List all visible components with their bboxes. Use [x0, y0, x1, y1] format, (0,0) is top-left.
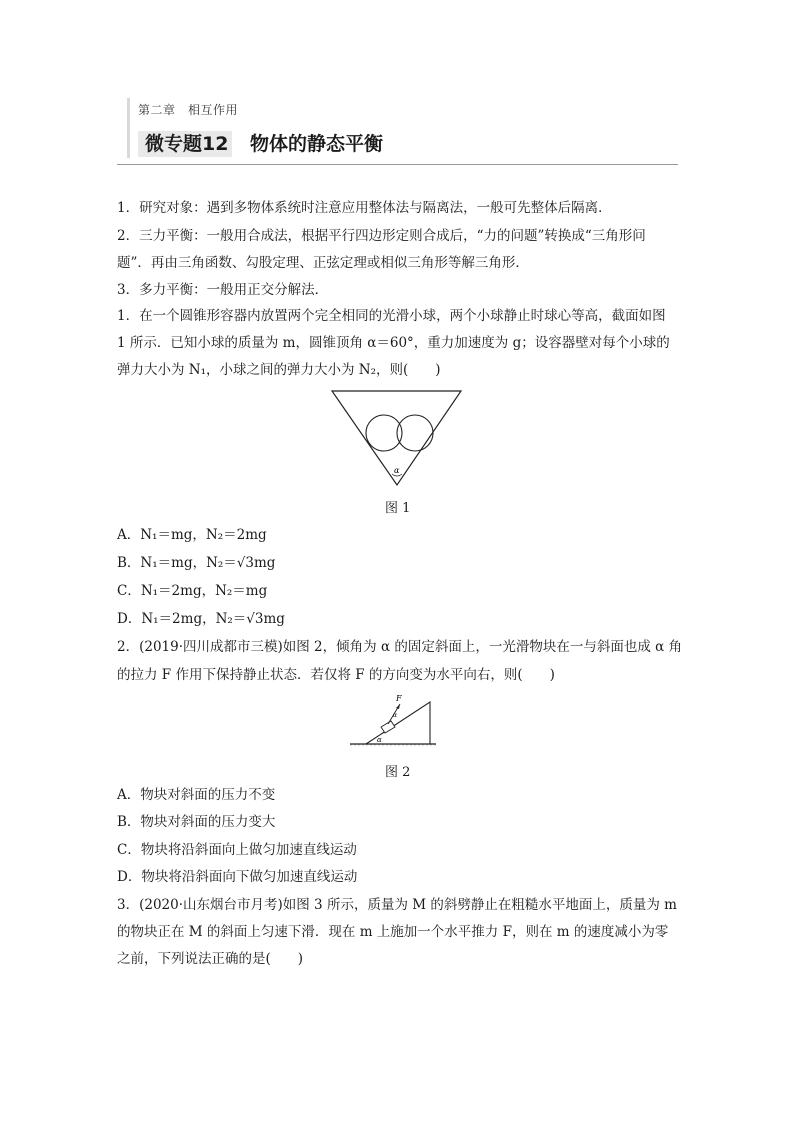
force-label: F: [396, 694, 402, 703]
question-2-option-d: D．物块将沿斜面向下做匀加速直线运动: [117, 869, 358, 885]
block: [381, 721, 395, 733]
question-3-line-3: 之前，下列说法正确的是( ): [117, 951, 304, 967]
question-2-option-c: C．物块将沿斜面向上做匀加速直线运动: [117, 842, 357, 858]
page-title: 物体的静态平衡: [250, 133, 384, 155]
question-2-line-1: 2．(2019·四川成都市三模)如图 2，倾角为 α 的固定斜面上，一光滑物块在一与斜面也成 α 角: [117, 639, 683, 655]
force-arrow-head: [396, 704, 400, 709]
question-1-option-c: C．N₁＝2mg，N₂＝mg: [117, 583, 268, 599]
question-2-option-a: A．物块对斜面的压力不变: [117, 787, 276, 803]
intro-paragraph-1: 1．研究对象：遇到多物体系统时注意应用整体法与隔离法，一般可先整体后隔离．: [117, 200, 612, 216]
figure-1-caption: 图 1: [385, 501, 411, 516]
question-1-line-2: 1 所示．已知小球的质量为 m，圆锥顶角 α＝60°，重力加速度为 g；设容器壁对每个小球的: [117, 335, 670, 351]
apex-angle-label: α: [394, 466, 400, 475]
incline-angle-label: α: [377, 736, 382, 744]
intro-paragraph-3: 3．多力平衡：一般用正交分解法．: [117, 282, 329, 298]
question-3-line-2: 的物块正在 M 的斜面上匀速下滑．现在 m 上施加一个水平推力 F，则在 m 的速度减小为零: [117, 924, 669, 940]
question-1-option-b: B．N₁＝mg，N₂＝√3mg: [117, 555, 276, 571]
intro-paragraph-2-line-2: 题”．再由三角函数、勾股定理、正弦定理或相似三角形等解三角形．: [117, 255, 529, 271]
topic-number: 微专题12: [145, 133, 229, 155]
chapter-label: 第二章 相互作用: [138, 103, 239, 117]
figure-2-incline-diagram: [348, 690, 438, 748]
figure-2-caption: 图 2: [385, 765, 411, 780]
question-1-line-1: 1．在一个圆锥形容器内放置两个完全相同的光滑小球，两个小球静止时球心等高，截面如图: [117, 308, 666, 324]
intro-paragraph-2-line-1: 2．三力平衡：一般用合成法，根据平行四边形定则合成后，“力的问题”转换成“三角形问: [117, 228, 646, 244]
question-2-option-b: B．物块对斜面的压力变大: [117, 814, 276, 830]
question-3-line-1: 3．(2020·山东烟台市月考)如图 3 所示，质量为 M 的斜劈静止在粗糙水平地面上，质量为 m: [117, 897, 677, 913]
force-angle-label: α: [393, 712, 398, 719]
header-side-bar: [127, 98, 130, 158]
question-1-line-3: 弹力大小为 N₁，小球之间的弹力大小为 N₂，则( ): [117, 362, 441, 378]
question-1-option-d: D．N₁＝2mg，N₂＝√3mg: [117, 611, 285, 627]
figure-1-cone-diagram: [330, 388, 465, 488]
question-2-line-2: 的拉力 F 作用下保持静止状态．若仅将 F 的方向变为水平向右，则( ): [117, 667, 555, 683]
header-divider: [117, 164, 678, 165]
question-1-option-a: A．N₁＝mg，N₂＝2mg: [117, 527, 267, 543]
